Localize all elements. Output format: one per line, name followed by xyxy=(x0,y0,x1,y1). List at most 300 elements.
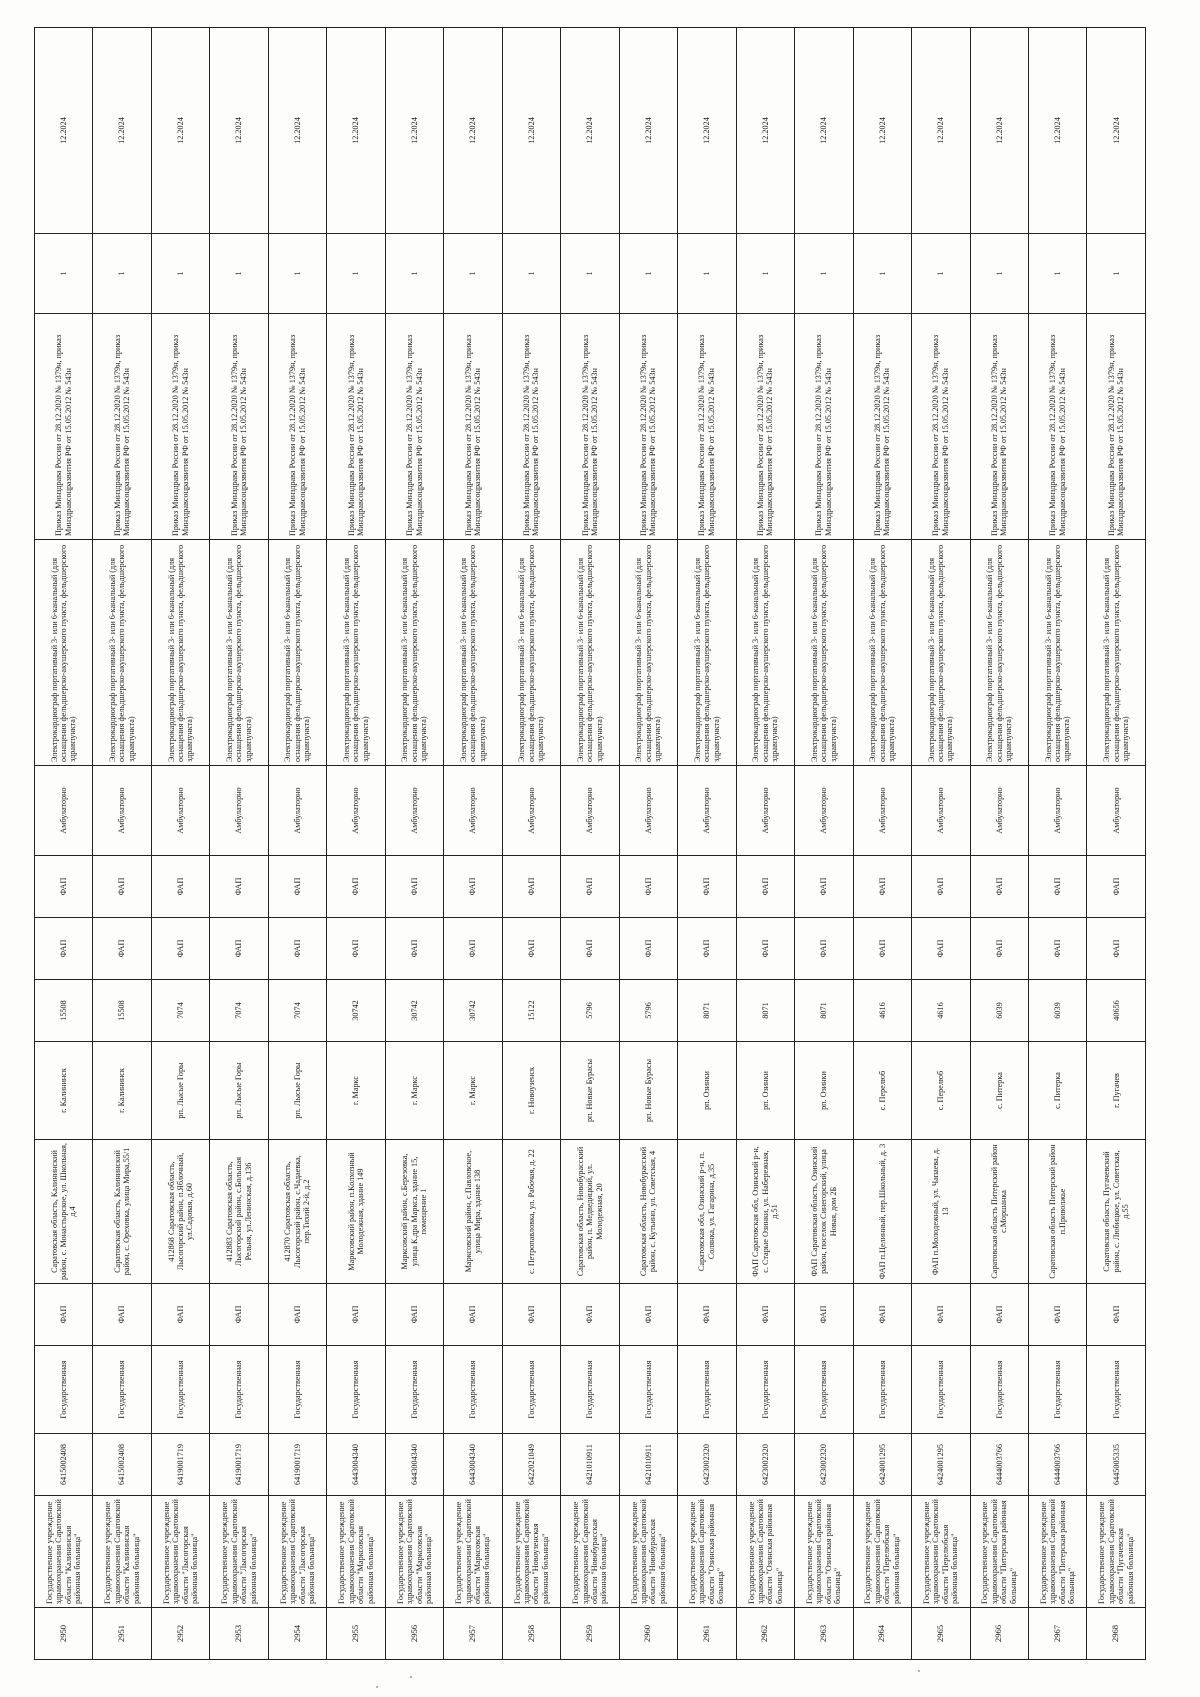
unit-kind-cell: ФАП xyxy=(1087,918,1146,980)
table-row xyxy=(35,28,93,1660)
inn-cell: 6444003766 xyxy=(970,1434,1028,1496)
unit-subkind-cell: ФАП xyxy=(678,856,736,918)
equipment-cell: Электрокардиограф портативный 3- или 6-канальный (для оснащения фельдшерско-акушерского пункта, фельдшерского здравпункта) xyxy=(1087,540,1146,766)
order-reference-cell: Приказ Минздрава России от 28.12.2020 № 1379н, приказ Минздравсоцразвития РФ от 15.05.2012 № 543н xyxy=(970,314,1028,540)
table-row xyxy=(853,28,911,1660)
deadline-cell: 12.2024 xyxy=(1087,28,1146,234)
quantity-cell: 1 xyxy=(444,234,502,314)
row-number-cell: 2968 xyxy=(1087,1608,1146,1660)
settlement-cell: рп. Лысые Горы xyxy=(210,1042,268,1140)
address-cell: Марксовский район, п.Колхозный Молодежная, здание 149 xyxy=(327,1140,385,1284)
deadline-cell: 12.2024 xyxy=(1028,28,1086,234)
population-cell: 5796 xyxy=(619,980,677,1042)
deadline-cell: 12.2024 xyxy=(151,28,209,234)
table-row xyxy=(327,28,385,1660)
address-cell: Саратовская область, Калининский район, с. Ореховка, улица Мира,55/1 xyxy=(93,1140,151,1284)
unit-kind-cell: ФАП xyxy=(35,918,93,980)
deadline-cell: 12.2024 xyxy=(619,28,677,234)
order-reference-cell: Приказ Минздрава России от 28.12.2020 № 1379н, приказ Минздравсоцразвития РФ от 15.05.2012 № 543н xyxy=(268,314,326,540)
deadline-cell: 12.2024 xyxy=(327,28,385,234)
quantity-cell: 1 xyxy=(619,234,677,314)
table-body xyxy=(35,28,1146,1660)
care-form-cell: Амбулаторно xyxy=(795,766,853,856)
deadline-cell: 12.2024 xyxy=(444,28,502,234)
table-row xyxy=(93,28,151,1660)
population-cell: 7074 xyxy=(210,980,268,1042)
order-reference-cell: Приказ Минздрава России от 28.12.2020 № 1379н, приказ Минздравсоцразвития РФ от 15.05.2012 № 543н xyxy=(678,314,736,540)
inn-cell: 6443004340 xyxy=(327,1434,385,1496)
unit-kind-cell: ФАП xyxy=(970,918,1028,980)
unit-kind-cell: ФАП xyxy=(619,918,677,980)
table-row xyxy=(912,28,970,1660)
unit-subkind-cell: ФАП xyxy=(385,856,443,918)
inn-cell: 6419001719 xyxy=(268,1434,326,1496)
unit-subkind-cell: ФАП xyxy=(619,856,677,918)
facility-type-cell: ФАП xyxy=(444,1284,502,1346)
organization-cell: Государственное учреждение здравоохранения Саратовской области "Озинская районная больница" xyxy=(736,1496,794,1608)
order-reference-cell: Приказ Минздрава России от 28.12.2020 № 1379н, приказ Минздравсоцразвития РФ от 15.05.2012 № 543н xyxy=(151,314,209,540)
inn-cell: 6444003766 xyxy=(1028,1434,1086,1496)
table-row xyxy=(619,28,677,1660)
ownership-cell: Государственная xyxy=(1028,1346,1086,1434)
settlement-cell: г. Маркс xyxy=(385,1042,443,1140)
organization-cell: Государственное учреждение здравоохранения Саратовской области "Новобурасская районная больница" xyxy=(619,1496,677,1608)
facility-type-cell: ФАП xyxy=(853,1284,911,1346)
facility-type-cell: ФАП xyxy=(970,1284,1028,1346)
unit-kind-cell: ФАП xyxy=(502,918,560,980)
population-cell: 6039 xyxy=(970,980,1028,1042)
equipment-cell: Электрокардиограф портативный 3- или 6-канальный (для оснащения фельдшерско-акушерского пункта, фельдшерского здравпункта) xyxy=(619,540,677,766)
deadline-cell: 12.2024 xyxy=(210,28,268,234)
address-cell: Саратовская область, Новобурасский район, с. Кутьино, ул. Советская, 4 xyxy=(619,1140,677,1284)
settlement-cell: рп. Новые Бурасы xyxy=(619,1042,677,1140)
settlement-cell: рп. Озинки xyxy=(795,1042,853,1140)
settlement-cell: с. Питерка xyxy=(970,1042,1028,1140)
organization-cell: Государственное учреждение здравоохранения Саратовской области "Марксовская районная больница" xyxy=(444,1496,502,1608)
ownership-cell: Государственная xyxy=(93,1346,151,1434)
inn-cell: 6415002408 xyxy=(93,1434,151,1496)
ownership-cell: Государственная xyxy=(327,1346,385,1434)
equipment-cell: Электрокардиограф портативный 3- или 6-канальный (для оснащения фельдшерско-акушерского пункта, фельдшерского здравпункта) xyxy=(912,540,970,766)
facility-type-cell: ФАП xyxy=(93,1284,151,1346)
care-form-cell: Амбулаторно xyxy=(678,766,736,856)
unit-subkind-cell: ФАП xyxy=(327,856,385,918)
quantity-cell: 1 xyxy=(210,234,268,314)
ownership-cell: Государственная xyxy=(561,1346,619,1434)
organization-cell: Государственное учреждение здравоохранения Саратовской области "Калининская районная больница" xyxy=(35,1496,93,1608)
population-cell: 15122 xyxy=(502,980,560,1042)
settlement-cell: с. Перелюб xyxy=(912,1042,970,1140)
unit-kind-cell: ФАП xyxy=(678,918,736,980)
quantity-cell: 1 xyxy=(327,234,385,314)
population-cell: 30742 xyxy=(444,980,502,1042)
settlement-cell: рп. Лысые Горы xyxy=(268,1042,326,1140)
address-cell: ФАП п.Молодежный, ул. Чапаева, д. 13 xyxy=(912,1140,970,1284)
organization-cell: Государственное учреждение здравоохранения Саратовской области "Марксовская районная больница" xyxy=(385,1496,443,1608)
care-form-cell: Амбулаторно xyxy=(853,766,911,856)
care-form-cell: Амбулаторно xyxy=(444,766,502,856)
population-cell: 15508 xyxy=(93,980,151,1042)
row-number-cell: 2966 xyxy=(970,1608,1028,1660)
ownership-cell: Государственная xyxy=(385,1346,443,1434)
address-cell: 412868 Саратовская область, Лысогорский район, п.Яблочный, ул.Садовая, д.60 xyxy=(151,1140,209,1284)
quantity-cell: 1 xyxy=(35,234,93,314)
quantity-cell: 1 xyxy=(385,234,443,314)
unit-subkind-cell: ФАП xyxy=(853,856,911,918)
organization-cell: Государственное учреждение здравоохранения Саратовской области "Озинская районная больница" xyxy=(678,1496,736,1608)
inn-cell: 6423002320 xyxy=(678,1434,736,1496)
settlement-cell: с. Питерка xyxy=(1028,1042,1086,1140)
address-cell: Саратовская область Питерский район п.Приволжье xyxy=(1028,1140,1086,1284)
order-reference-cell: Приказ Минздрава России от 28.12.2020 № 1379н, приказ Минздравсоцразвития РФ от 15.05.2012 № 543н xyxy=(619,314,677,540)
unit-kind-cell: ФАП xyxy=(385,918,443,980)
settlement-cell: г. Маркс xyxy=(444,1042,502,1140)
inn-cell: 6423002320 xyxy=(736,1434,794,1496)
care-form-cell: Амбулаторно xyxy=(151,766,209,856)
address-cell: Саратовская область, Новобурасский район, п. Медведицкий, ул. Молодежная, 20 xyxy=(561,1140,619,1284)
settlement-cell: г. Калининск xyxy=(93,1042,151,1140)
equipment-cell: Электрокардиограф портативный 3- или 6-канальный (для оснащения фельдшерско-акушерского пункта, фельдшерского здравпункта) xyxy=(1028,540,1086,766)
deadline-cell: 12.2024 xyxy=(385,28,443,234)
settlement-cell: рп. Новые Бурасы xyxy=(561,1042,619,1140)
ownership-cell: Государственная xyxy=(1087,1346,1146,1434)
ownership-cell: Государственная xyxy=(210,1346,268,1434)
order-reference-cell: Приказ Минздрава России от 28.12.2020 № 1379н, приказ Минздравсоцразвития РФ от 15.05.2012 № 543н xyxy=(444,314,502,540)
row-number-cell: 2954 xyxy=(268,1608,326,1660)
facility-type-cell: ФАП xyxy=(795,1284,853,1346)
settlement-cell: г. Калининск xyxy=(35,1042,93,1140)
deadline-cell: 12.2024 xyxy=(268,28,326,234)
inn-cell: 6421010911 xyxy=(561,1434,619,1496)
unit-subkind-cell: ФАП xyxy=(970,856,1028,918)
table-row xyxy=(1028,28,1086,1660)
facility-type-cell: ФАП xyxy=(268,1284,326,1346)
facility-type-cell: ФАП xyxy=(619,1284,677,1346)
order-reference-cell: Приказ Минздрава России от 28.12.2020 № 1379н, приказ Минздравсоцразвития РФ от 15.05.2012 № 543н xyxy=(93,314,151,540)
facility-type-cell: ФАП xyxy=(210,1284,268,1346)
table-row xyxy=(210,28,268,1660)
quantity-cell: 1 xyxy=(853,234,911,314)
inn-cell: 6445005335 xyxy=(1087,1434,1146,1496)
unit-kind-cell: ФАП xyxy=(151,918,209,980)
population-cell: 4616 xyxy=(853,980,911,1042)
order-reference-cell: Приказ Минздрава России от 28.12.2020 № 1379н, приказ Минздравсоцразвития РФ от 15.05.2012 № 543н xyxy=(1087,314,1146,540)
address-cell: Марксовский район, с.Павловское, улица Мира, здание 138 xyxy=(444,1140,502,1284)
population-cell: 8071 xyxy=(678,980,736,1042)
row-number-cell: 2953 xyxy=(210,1608,268,1660)
equipment-cell: Электрокардиограф портативный 3- или 6-канальный (для оснащения фельдшерско-акушерского пункта, фельдшерского здравпункта) xyxy=(853,540,911,766)
quantity-cell: 1 xyxy=(678,234,736,314)
equipment-cell: Электрокардиограф портативный 3- или 6-канальный (для оснащения фельдшерско-акушерского пункта, фельдшерского здравпункта) xyxy=(35,540,93,766)
equipment-table xyxy=(34,27,1146,1660)
population-cell: 5796 xyxy=(561,980,619,1042)
organization-cell: Государственное учреждение здравоохранения Саратовской области "Озинская районная больница" xyxy=(795,1496,853,1608)
settlement-cell: рп. Озинки xyxy=(678,1042,736,1140)
quantity-cell: 1 xyxy=(1028,234,1086,314)
care-form-cell: Амбулаторно xyxy=(561,766,619,856)
order-reference-cell: Приказ Минздрава России от 28.12.2020 № 1379н, приказ Минздравсоцразвития РФ от 15.05.2012 № 543н xyxy=(502,314,560,540)
quantity-cell: 1 xyxy=(561,234,619,314)
order-reference-cell: Приказ Минздрава России от 28.12.2020 № 1379н, приказ Минздравсоцразвития РФ от 15.05.2012 № 543н xyxy=(327,314,385,540)
unit-kind-cell: ФАП xyxy=(1028,918,1086,980)
settlement-cell: г. Новоузенск xyxy=(502,1042,560,1140)
population-cell: 40656 xyxy=(1087,980,1146,1042)
unit-kind-cell: ФАП xyxy=(210,918,268,980)
equipment-cell: Электрокардиограф портативный 3- или 6-канальный (для оснащения фельдшерско-акушерского пункта, фельдшерского здравпункта) xyxy=(444,540,502,766)
unit-kind-cell: ФАП xyxy=(853,918,911,980)
row-number-cell: 2952 xyxy=(151,1608,209,1660)
facility-type-cell: ФАП xyxy=(1028,1284,1086,1346)
facility-type-cell: ФАП xyxy=(561,1284,619,1346)
table-row xyxy=(678,28,736,1660)
deadline-cell: 12.2024 xyxy=(678,28,736,234)
unit-kind-cell: ФАП xyxy=(444,918,502,980)
unit-kind-cell: ФАП xyxy=(736,918,794,980)
organization-cell: Государственное учреждение здравоохранения Саратовской области "Питерская районная больница" xyxy=(970,1496,1028,1608)
population-cell: 4616 xyxy=(912,980,970,1042)
equipment-cell: Электрокардиограф портативный 3- или 6-канальный (для оснащения фельдшерско-акушерского пункта, фельдшерского здравпункта) xyxy=(678,540,736,766)
equipment-cell: Электрокардиограф портативный 3- или 6-канальный (для оснащения фельдшерско-акушерского пункта, фельдшерского здравпункта) xyxy=(268,540,326,766)
address-cell: Саратовская обл, Озинский р-н, п. Солянка, ул. Гагарина, д.35 xyxy=(678,1140,736,1284)
unit-kind-cell: ФАП xyxy=(93,918,151,980)
row-number-cell: 2960 xyxy=(619,1608,677,1660)
unit-kind-cell: ФАП xyxy=(795,918,853,980)
inn-cell: 6419001719 xyxy=(151,1434,209,1496)
population-cell: 7074 xyxy=(268,980,326,1042)
facility-type-cell: ФАП xyxy=(385,1284,443,1346)
inn-cell: 6422021049 xyxy=(502,1434,560,1496)
unit-subkind-cell: ФАП xyxy=(502,856,560,918)
quantity-cell: 1 xyxy=(151,234,209,314)
quantity-cell: 1 xyxy=(93,234,151,314)
ownership-cell: Государственная xyxy=(502,1346,560,1434)
address-cell: Саратовская область Питерский район с.Моршанка xyxy=(970,1140,1028,1284)
unit-subkind-cell: ФАП xyxy=(210,856,268,918)
organization-cell: Государственное учреждение здравоохранения Саратовской области "Лысогорская районная больница" xyxy=(268,1496,326,1608)
organization-cell: Государственное учреждение здравоохранения Саратовской области "Перелюбская районная больница" xyxy=(853,1496,911,1608)
unit-subkind-cell: ФАП xyxy=(736,856,794,918)
table-row xyxy=(151,28,209,1660)
unit-subkind-cell: ФАП xyxy=(93,856,151,918)
equipment-cell: Электрокардиограф портативный 3- или 6-канальный (для оснащения фельдшерско-акушерского пункта, фельдшерского здравпункта) xyxy=(795,540,853,766)
table-row xyxy=(795,28,853,1660)
ownership-cell: Государственная xyxy=(268,1346,326,1434)
facility-type-cell: ФАП xyxy=(35,1284,93,1346)
care-form-cell: Амбулаторно xyxy=(1028,766,1086,856)
order-reference-cell: Приказ Минздрава России от 28.12.2020 № 1379н, приказ Минздравсоцразвития РФ от 15.05.2012 № 543н xyxy=(853,314,911,540)
population-cell: 8071 xyxy=(736,980,794,1042)
inn-cell: 6424001295 xyxy=(912,1434,970,1496)
row-number-cell: 2958 xyxy=(502,1608,560,1660)
unit-kind-cell: ФАП xyxy=(327,918,385,980)
unit-subkind-cell: ФАП xyxy=(1028,856,1086,918)
row-number-cell: 2950 xyxy=(35,1608,93,1660)
inn-cell: 6419001719 xyxy=(210,1434,268,1496)
unit-kind-cell: ФАП xyxy=(561,918,619,980)
rotated-table-container xyxy=(34,28,1146,1660)
equipment-cell: Электрокардиограф портативный 3- или 6-канальный (для оснащения фельдшерско-акушерского пункта, фельдшерского здравпункта) xyxy=(327,540,385,766)
population-cell: 30742 xyxy=(327,980,385,1042)
address-cell: 412883 Саратовская область, Лысогорский район, с.Большая Рельня, ул.Ленинская, д.136 xyxy=(210,1140,268,1284)
unit-subkind-cell: ФАП xyxy=(151,856,209,918)
inn-cell: 6415002408 xyxy=(35,1434,93,1496)
facility-type-cell: ФАП xyxy=(502,1284,560,1346)
population-cell: 30742 xyxy=(385,980,443,1042)
table-row xyxy=(444,28,502,1660)
row-number-cell: 2955 xyxy=(327,1608,385,1660)
deadline-cell: 12.2024 xyxy=(561,28,619,234)
ownership-cell: Государственная xyxy=(736,1346,794,1434)
row-number-cell: 2964 xyxy=(853,1608,911,1660)
order-reference-cell: Приказ Минздрава России от 28.12.2020 № 1379н, приказ Минздравсоцразвития РФ от 15.05.2012 № 543н xyxy=(210,314,268,540)
unit-kind-cell: ФАП xyxy=(268,918,326,980)
row-number-cell: 2963 xyxy=(795,1608,853,1660)
table-row xyxy=(268,28,326,1660)
facility-type-cell: ФАП xyxy=(912,1284,970,1346)
care-form-cell: Амбулаторно xyxy=(35,766,93,856)
ownership-cell: Государственная xyxy=(970,1346,1028,1434)
ownership-cell: Государственная xyxy=(795,1346,853,1434)
unit-subkind-cell: ФАП xyxy=(444,856,502,918)
organization-cell: Государственное учреждение здравоохранения Саратовской области "Новоузенская районная больница" xyxy=(502,1496,560,1608)
table-row xyxy=(970,28,1028,1660)
address-cell: Марксовский район, с.Березовка, улица К.дра Маркса, здание 15, помещение 1 xyxy=(385,1140,443,1284)
row-number-cell: 2951 xyxy=(93,1608,151,1660)
organization-cell: Государственное учреждение здравоохранения Саратовской области "Пугачевская районная больница" xyxy=(1087,1496,1146,1608)
address-cell: Саратовская область, Пугачевский район, с. Любицкое, ул. Советская, д.55 xyxy=(1087,1140,1146,1284)
care-form-cell: Амбулаторно xyxy=(268,766,326,856)
ownership-cell: Государственная xyxy=(35,1346,93,1434)
unit-kind-cell: ФАП xyxy=(912,918,970,980)
unit-subkind-cell: ФАП xyxy=(912,856,970,918)
care-form-cell: Амбулаторно xyxy=(912,766,970,856)
order-reference-cell: Приказ Минздрава России от 28.12.2020 № 1379н, приказ Минздравсоцразвития РФ от 15.05.2012 № 543н xyxy=(561,314,619,540)
organization-cell: Государственное учреждение здравоохранения Саратовской области "Новобурасская районная больница" xyxy=(561,1496,619,1608)
order-reference-cell: Приказ Минздрава России от 28.12.2020 № 1379н, приказ Минздравсоцразвития РФ от 15.05.2012 № 543н xyxy=(795,314,853,540)
inn-cell: 6423002320 xyxy=(795,1434,853,1496)
ownership-cell: Государственная xyxy=(151,1346,209,1434)
deadline-cell: 12.2024 xyxy=(736,28,794,234)
table-row xyxy=(1087,28,1146,1660)
organization-cell: Государственное учреждение здравоохранения Саратовской области "Калининская районная больница" xyxy=(93,1496,151,1608)
quantity-cell: 1 xyxy=(795,234,853,314)
unit-subkind-cell: ФАП xyxy=(795,856,853,918)
population-cell: 8071 xyxy=(795,980,853,1042)
inn-cell: 6424001295 xyxy=(853,1434,911,1496)
organization-cell: Государственное учреждение здравоохранения Саратовской области "Лысогорская районная больница" xyxy=(210,1496,268,1608)
table-row xyxy=(385,28,443,1660)
address-cell: 412870 Саратовская область, Лысогорский район, с.Чадаевка, пер.Тихий 2-й, д.2 xyxy=(268,1140,326,1284)
care-form-cell: Амбулаторно xyxy=(502,766,560,856)
equipment-cell: Электрокардиограф портативный 3- или 6-канальный (для оснащения фельдшерско-акушерского пункта, фельдшерского здравпункта) xyxy=(561,540,619,766)
facility-type-cell: ФАП xyxy=(736,1284,794,1346)
facility-type-cell: ФАП xyxy=(327,1284,385,1346)
organization-cell: Государственное учреждение здравоохранения Саратовской области "Перелюбская районная больница" xyxy=(912,1496,970,1608)
facility-type-cell: ФАП xyxy=(678,1284,736,1346)
equipment-cell: Электрокардиограф портативный 3- или 6-канальный (для оснащения фельдшерско-акушерского пункта, фельдшерского здравпункта) xyxy=(210,540,268,766)
organization-cell: Государственное учреждение здравоохранения Саратовской области "Питерская районная больница" xyxy=(1028,1496,1086,1608)
unit-subkind-cell: ФАП xyxy=(1087,856,1146,918)
quantity-cell: 1 xyxy=(268,234,326,314)
quantity-cell: 1 xyxy=(736,234,794,314)
deadline-cell: 12.2024 xyxy=(93,28,151,234)
care-form-cell: Амбулаторно xyxy=(970,766,1028,856)
care-form-cell: Амбулаторно xyxy=(327,766,385,856)
population-cell: 7074 xyxy=(151,980,209,1042)
organization-cell: Государственное учреждение здравоохранения Саратовской области "Лысогорская районная больница" xyxy=(151,1496,209,1608)
care-form-cell: Амбулаторно xyxy=(210,766,268,856)
unit-subkind-cell: ФАП xyxy=(268,856,326,918)
ownership-cell: Государственная xyxy=(678,1346,736,1434)
row-number-cell: 2956 xyxy=(385,1608,443,1660)
settlement-cell: рп. Озинки xyxy=(736,1042,794,1140)
scan-speck xyxy=(918,1670,920,1672)
row-number-cell: 2962 xyxy=(736,1608,794,1660)
equipment-cell: Электрокардиограф портативный 3- или 6-канальный (для оснащения фельдшерско-акушерского пункта, фельдшерского здравпункта) xyxy=(502,540,560,766)
row-number-cell: 2961 xyxy=(678,1608,736,1660)
address-cell: Саратовская область, Калининский район, с. Монастырское, ул. Школьная, д.4 xyxy=(35,1140,93,1284)
settlement-cell: г. Маркс xyxy=(327,1042,385,1140)
table-row xyxy=(736,28,794,1660)
address-cell: ФАП п.Целинный, пер.Школьный, д. 3 xyxy=(853,1140,911,1284)
settlement-cell: г. Пугачев xyxy=(1087,1042,1146,1140)
care-form-cell: Амбулаторно xyxy=(385,766,443,856)
order-reference-cell: Приказ Минздрава России от 28.12.2020 № 1379н, приказ Минздравсоцразвития РФ от 15.05.2012 № 543н xyxy=(385,314,443,540)
inn-cell: 6421010911 xyxy=(619,1434,677,1496)
quantity-cell: 1 xyxy=(1087,234,1146,314)
ownership-cell: Государственная xyxy=(619,1346,677,1434)
address-cell: с. Петропавловка, ул. Рабочая, д. 22 xyxy=(502,1140,560,1284)
row-number-cell: 2965 xyxy=(912,1608,970,1660)
equipment-cell: Электрокардиограф портативный 3- или 6-канальный (для оснащения фельдшерско-акушерского пункта, фельдшерского здравпункта) xyxy=(93,540,151,766)
quantity-cell: 1 xyxy=(912,234,970,314)
settlement-cell: с. Перелюб xyxy=(853,1042,911,1140)
population-cell: 15508 xyxy=(35,980,93,1042)
ownership-cell: Государственная xyxy=(912,1346,970,1434)
order-reference-cell: Приказ Минздрава России от 28.12.2020 № 1379н, приказ Минздравсоцразвития РФ от 15.05.2012 № 543н xyxy=(912,314,970,540)
row-number-cell: 2967 xyxy=(1028,1608,1086,1660)
care-form-cell: Амбулаторно xyxy=(619,766,677,856)
care-form-cell: Амбулаторно xyxy=(736,766,794,856)
inn-cell: 6443004340 xyxy=(444,1434,502,1496)
settlement-cell: рп. Лысые Горы xyxy=(151,1042,209,1140)
order-reference-cell: Приказ Минздрава России от 28.12.2020 № 1379н, приказ Минздравсоцразвития РФ от 15.05.2012 № 543н xyxy=(35,314,93,540)
inn-cell: 6443004340 xyxy=(385,1434,443,1496)
quantity-cell: 1 xyxy=(970,234,1028,314)
deadline-cell: 12.2024 xyxy=(970,28,1028,234)
care-form-cell: Амбулаторно xyxy=(1087,766,1146,856)
table-row xyxy=(502,28,560,1660)
equipment-cell: Электрокардиограф портативный 3- или 6-канальный (для оснащения фельдшерско-акушерского пункта, фельдшерского здравпункта) xyxy=(970,540,1028,766)
deadline-cell: 12.2024 xyxy=(502,28,560,234)
address-cell: ФАП Саратовская область, Озинский район, поселок Синегорский, улица Новая, дом 2Б xyxy=(795,1140,853,1284)
table-row xyxy=(561,28,619,1660)
deadline-cell: 12.2024 xyxy=(35,28,93,234)
row-number-cell: 2957 xyxy=(444,1608,502,1660)
scan-speck xyxy=(410,1676,412,1678)
order-reference-cell: Приказ Минздрава России от 28.12.2020 № 1379н, приказ Минздравсоцразвития РФ от 15.05.2012 № 543н xyxy=(736,314,794,540)
facility-type-cell: ФАП xyxy=(1087,1284,1146,1346)
address-cell: ФАП Саратовская обл, Озинский р-н, с. Старые Озинки, ул. Набережная, д.51 xyxy=(736,1140,794,1284)
equipment-cell: Электрокардиограф портативный 3- или 6-канальный (для оснащения фельдшерско-акушерского пункта, фельдшерского здравпункта) xyxy=(736,540,794,766)
ownership-cell: Государственная xyxy=(853,1346,911,1434)
organization-cell: Государственное учреждение здравоохранения Саратовской области "Марксовская районная больница" xyxy=(327,1496,385,1608)
unit-subkind-cell: ФАП xyxy=(561,856,619,918)
population-cell: 6039 xyxy=(1028,980,1086,1042)
care-form-cell: Амбулаторно xyxy=(93,766,151,856)
quantity-cell: 1 xyxy=(502,234,560,314)
facility-type-cell: ФАП xyxy=(151,1284,209,1346)
